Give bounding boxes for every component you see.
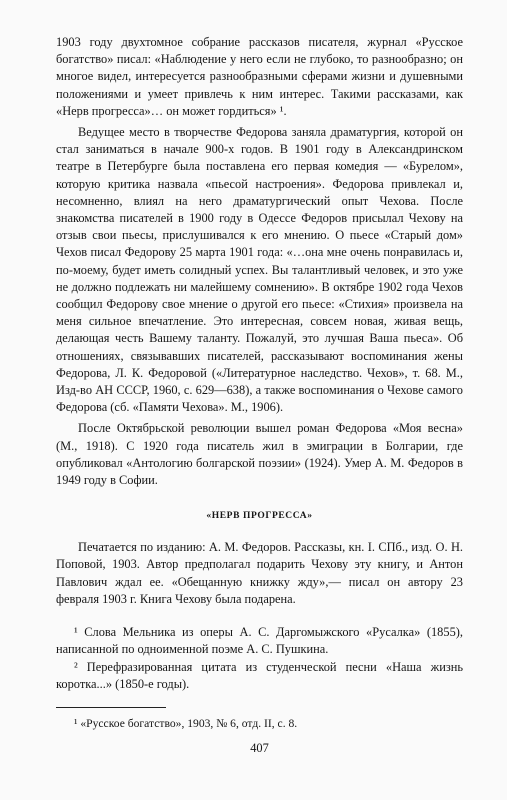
notes-block	[56, 624, 463, 693]
note-item: ¹ Слова Мельника из оперы А. С. Даргомыжского «Русалка» (1855), написанной по одноименной поэме А. С. Пушкина.	[56, 625, 463, 657]
paragraph-continued: 1903 году двухтомное собрание рассказов писателя, журнал «Русское богатство» писал: «Наблюдение у него если не глубоко, то разнообразно; он многое видел, интересуется разнообразными сферами жизни и душевными положениями и умеет привлечь к ним интерес. Такими рассказами, как «Нерв прогресса»… он может гордиться» ¹.	[56, 35, 463, 118]
paragraph-dramaturgy: Ведущее место в творчестве Федорова заняла драматургия, которой он стал заниматься в начале 900-х годов. В 1901 году в Александринском театре в Петербурге была поставлена его первая комедия — «Бурелом», которую критика назвала «пьесой настроения». Федорова привлекал и, несомненно, влиял на него драматургический опыт Чехова. После знакомства писателей в 1900 году в Одессе Федоров присылал Чехову на отзыв свои пьесы, прислушивался к его мнению. О пьесе «Старый дом» Чехов писал Федорову 25 марта 1901 года: «…она мне очень понравилась и, по-моему, будет иметь солидный успех. Вы талантливый человек, и это уже не должно подлежать ни малейшему сомнению». В октябре 1902 года Чехов сообщил Федорову свое мнение о другой его пьесе: «Стихия» произвела на меня сильное впечатление. Это интересная, совсем новая, живая вещь, делающая честь Вашему таланту. Пожалуй, это лучшая Ваша пьеса». Об отношениях, связывавших писателей, рассказывают воспоминания жены Федорова, Л. К. Федоровой («Литературное наследство. Чехов», т. 68. М., Изд-во АН СССР, 1960, с. 629—638), а также воспоминания о Чехове самого Федорова (сб. «Памяти Чехова». М., 1906).	[56, 125, 463, 415]
section-text: Печатается по изданию: А. М. Федоров. Рассказы, кн. I. СПб., изд. О. Н. Поповой, 1903. Автор предполагал подарить Чехову эту книгу, и Антон Павлович ждал ее. «Обещанную книжку жду»,— писал он автору 23 февраля 1903 г. Книга Чехову была подарена.	[56, 540, 463, 606]
note-item: ² Перефразированная цитата из студенческой песни «Наша жизнь коротка...» (1850-е годы).	[56, 659, 463, 691]
footnote: ¹ «Русское богатство», 1903, № 6, отд. II, с. 8.	[74, 716, 298, 730]
footnote-divider	[56, 707, 166, 708]
paragraph-emigration: После Октябрьской революции вышел роман Федорова «Моя весна» (М., 1918). С 1920 года писатель жил в эмиграции в Болгарии, где опубликовал «Антологию болгарской поэзии» (1924). Умер А. М. Федоров в 1949 году в Софии.	[56, 421, 463, 488]
page-number: 407	[250, 740, 269, 755]
section-heading: «НЕРВ ПРОГРЕССА»	[206, 511, 313, 522]
